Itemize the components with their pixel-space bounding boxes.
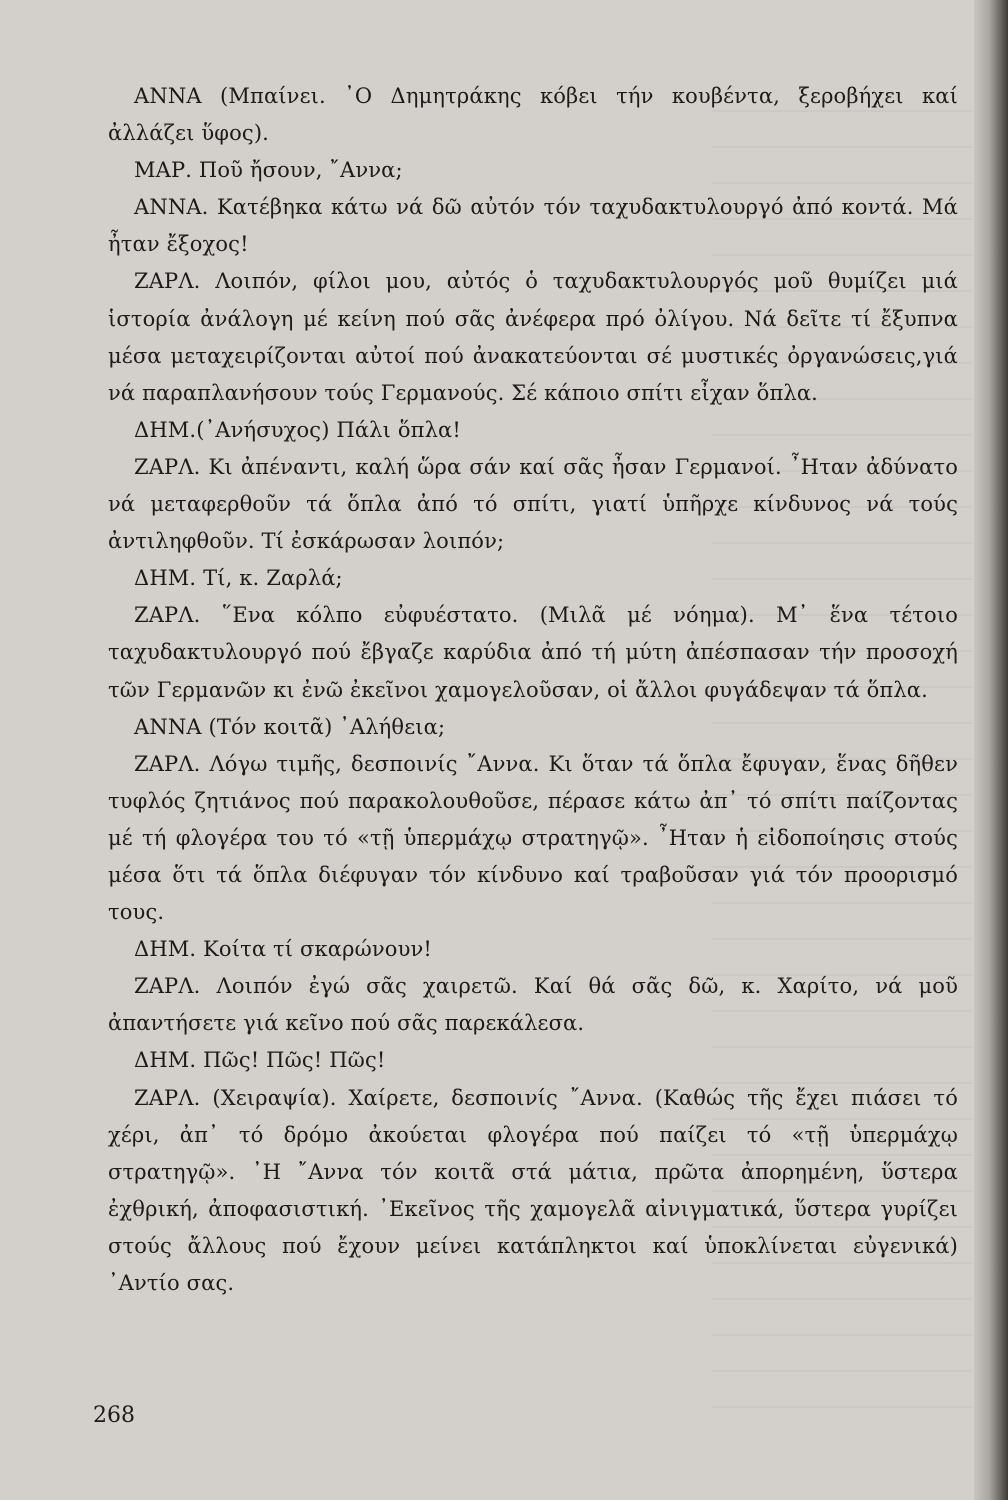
paragraph: ΖΑΡΛ. Κι ἀπέναντι, καλή ὥρα σάν καί σᾶς ἦσαν Γερμανοί. ῏Ηταν ἀδύνατο νά μεταφερθοῦν τά ὅπλα ἀπό τό σπίτι, γιατί ὑπῆρχε κίνδυνος νά τούς ἀντιληφθοῦν. Τί ἐσκάρωσαν λοιπόν;	[108, 454, 958, 554]
paragraph: ΖΑΡΛ. ῞Ενα κόλπο εὐφυέστατο. (Μιλᾶ μέ νόημα). Μ᾽ ἕνα τέτοιο ταχυδακτυλουργό πού ἔβγαζε καρύδια ἀπό τή μύτη ἀπέσπασαν τήν προσοχή τῶν Γερμανῶν κι ἐνῶ ἐκεῖνοι χαμογελοῦσαν, οἱ ἄλλοι φυγάδεψαν τά ὅπλα.	[108, 603, 958, 702]
paragraph: ΑΝΝΑ (Τόν κοιτᾶ) ᾽Αλήθεια;	[134, 714, 446, 739]
page-number: 268	[93, 1403, 135, 1428]
paragraph: ΖΑΡΛ. Λόγω τιμῆς, δεσποινίς ῎Αννα. Κι ὅταν τά ὅπλα ἔφυγαν, ἕνας δῆθεν τυφλός ζητιάνος πού παρακολουθοῦσε, πέρασε κάτω ἀπ᾽ τό σπίτι παίζοντας μέ τή φλογέρα του τό «τῇ ὑπερμάχῳ στρατηγῷ». ῏Ηταν ἡ εἰδοποίησις στούς μέσα ὅτι τά ὅπλα διέφυγαν τόν κίνδυνο καί τραβοῦσαν γιά τόν προορισμό τους.	[108, 751, 958, 925]
paragraph: ΖΑΡΛ. (Χειραψία). Χαίρετε, δεσποινίς ῎Αννα. (Καθώς τῆς ἔχει πιάσει τό χέρι, ἀπ᾽ τό δρόμο ἀκούεται φλογέρα πού παίζει τό «τῇ ὑπερμάχῳ στρατηγῷ». ᾽Η ῎Αννα τόν κοιτᾶ στά μάτια, πρῶτα ἀπορημένη, ὕστερα ἐχθρική, ἀποφασιστική. ᾽Εκεῖνος τῆς χαμογελᾶ αἰνιγματικά, ὕστερα γυρίζει στούς ἄλλους πού ἔχουν μείνει κατάπληκτοι καί ὑποκλίνεται εὐγενικά) ᾽Αντίο σας.	[108, 1085, 958, 1295]
paragraph: ΔΗΜ. Τί, κ. Ζαρλά;	[134, 566, 343, 591]
page-gutter-shadow	[974, 0, 1008, 1500]
page-text	[108, 78, 958, 1302]
paragraph: ΖΑΡΛ. Λοιπόν, φίλοι μου, αὐτός ὁ ταχυδακτυλουργός μοῦ θυμίζει μιά ἱστορία ἀνάλογη μέ κείνη πού σᾶς ἀνέφερα πρό ὀλίγου. Νά δεῖτε τί ἔξυπνα μέσα μεταχειρίζονται αὐτοί πού ἀνακατεύονται σέ μυστικές ὀργανώσεις,γιά νά παραπλανήσουν τούς Γερμανούς. Σέ κάποιο σπίτι εἶχαν ὅπλα.	[108, 269, 958, 405]
paragraph: ΔΗΜ.(᾽Ανήσυχος) Πάλι ὅπλα!	[134, 417, 461, 442]
paragraph: ΜΑΡ. Ποῦ ἤσουν, ῎Αννα;	[134, 158, 403, 183]
paragraph: ΑΝΝΑ. Κατέβηκα κάτω νά δῶ αὐτόν τόν ταχυδακτυλουργό ἀπό κοντά. Μά ἦταν ἔξοχος!	[108, 195, 958, 257]
paragraph: ΔΗΜ. Κοίτα τί σκαρώνουν!	[134, 937, 432, 962]
paragraph: ΑΝΝΑ (Μπαίνει. ᾽Ο Δημητράκης κόβει τήν κουβέντα, ξεροβήχει καί ἀλλάζει ὕφος).	[108, 84, 958, 146]
paragraph: ΖΑΡΛ. Λοιπόν ἐγώ σᾶς χαιρετῶ. Καί θά σᾶς δῶ, κ. Χαρίτο, νά μοῦ ἀπαντήσετε γιά κεῖνο πού σᾶς παρεκάλεσα.	[108, 974, 958, 1036]
paragraph: ΔΗΜ. Πῶς! Πῶς! Πῶς!	[134, 1048, 386, 1073]
